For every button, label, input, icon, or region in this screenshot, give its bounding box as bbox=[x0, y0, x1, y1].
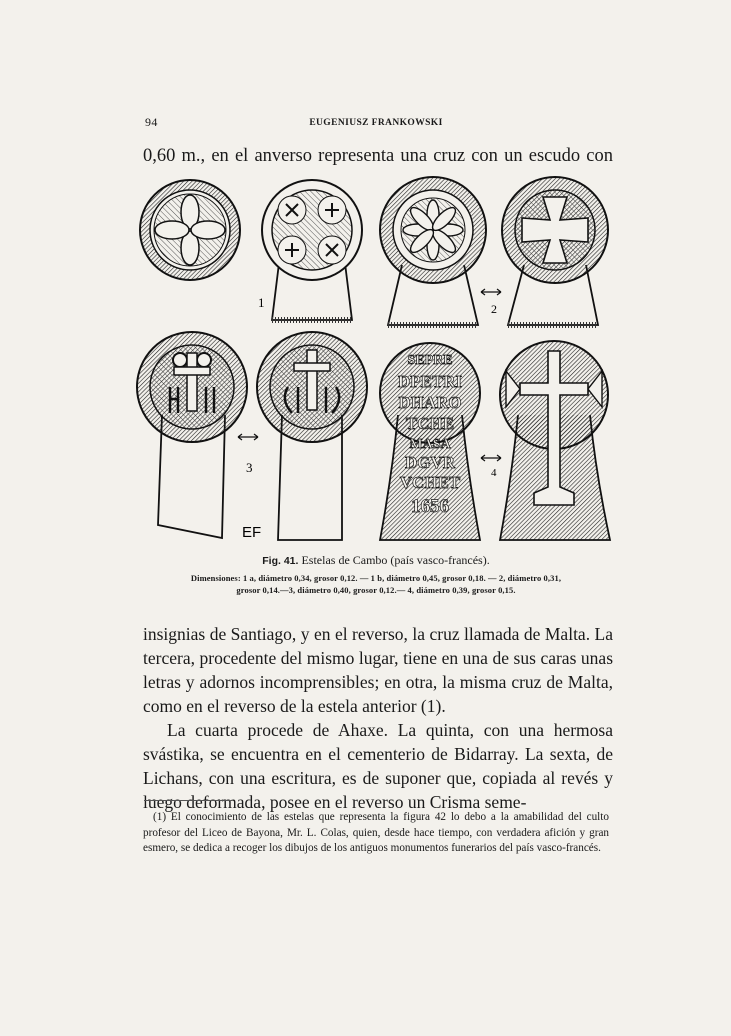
stela-1b bbox=[262, 180, 362, 320]
stelae-illustration bbox=[130, 175, 620, 547]
double-arrow-icon bbox=[481, 455, 501, 461]
figure-caption bbox=[143, 553, 609, 568]
figure-label: Fig. 41. bbox=[262, 555, 299, 567]
stela-1a bbox=[140, 180, 240, 280]
stela-3-back bbox=[257, 332, 367, 540]
stela-2-back bbox=[502, 177, 608, 325]
footnote-text: (1) El conocimiento de las estelas que representa la figura 42 lo debo a la amabilidad del culto profesor del Liceo de Bayona, Mr. L. Colas, quien, desde hace tiempo, con verdadera afición y gran esmero, se dedica a recoger los dibujos de los antiguos monumentos funerarios del país vasco-francés. bbox=[143, 811, 609, 854]
inscription-line: MASA bbox=[409, 437, 451, 452]
double-arrow-icon bbox=[238, 434, 258, 440]
figure-number-2: 2 bbox=[491, 302, 497, 316]
paragraph: La cuarta procede de Ahaxe. La quinta, con una hermosa svástika, se encuentra en el cementerio de Bidarray. La sexta, de Lichans, con una escritura, es de suponer que, copiada al revés y luego deformada, posee en el reverso un Crisma seme- bbox=[143, 720, 613, 812]
figure-number-1: 1 bbox=[258, 295, 265, 310]
stela-2-front bbox=[380, 177, 486, 325]
footnote-rule bbox=[144, 800, 230, 801]
running-head: EUGENIUSZ FRANKOWSKI bbox=[309, 118, 443, 128]
stela-3-front bbox=[137, 332, 247, 538]
figure-number-3: 3 bbox=[246, 460, 253, 475]
monogram-ef: EF bbox=[242, 524, 262, 541]
stela-4-back bbox=[500, 341, 610, 540]
figure-number-4: 4 bbox=[491, 467, 497, 479]
figure-dimensions bbox=[143, 572, 609, 596]
page-number: 94 bbox=[145, 115, 158, 129]
dimensions-line: Dimensiones: 1 a, diámetro 0,34, grosor 0,12. — 1 b, diámetro 0,45, grosor 0,18. — 2, diámetro 0,31, bbox=[190, 573, 562, 583]
double-arrow-icon bbox=[481, 289, 501, 295]
footnote bbox=[143, 810, 609, 857]
paragraph: insignias de Santiago, y en el reverso, la cruz llamada de Malta. La tercera, procedente del mismo lugar, tiene en una de sus caras unas letras y adornos incomprensibles; en otra, la misma cruz de Malta, como en el reverso de la estela anterior (1). bbox=[143, 624, 613, 716]
figure-41 bbox=[130, 175, 620, 547]
inscription-line: VCHET bbox=[399, 473, 461, 492]
inscription-line: 1656 bbox=[411, 496, 449, 517]
page-header bbox=[143, 115, 609, 133]
dimensions-line: grosor 0,14.—3, diámetro 0,40, grosor 0,12.— 4, diámetro 0,39, grosor 0,15. bbox=[236, 585, 516, 595]
inscription-line: DGVR bbox=[404, 453, 456, 472]
figure-caption-text: Estelas de Cambo (país vasco-francés). bbox=[301, 553, 490, 567]
inscription-line: SEPRE bbox=[407, 353, 453, 368]
stela-4-front bbox=[380, 343, 480, 540]
inscription-line: TCHE bbox=[405, 414, 455, 433]
inscription-line: DPETRI bbox=[397, 372, 463, 391]
body-text bbox=[143, 622, 613, 814]
inscription-line: DHARO bbox=[398, 393, 462, 412]
lead-text-line: 0,60 m., en el anverso representa una cruz con un escudo con bbox=[143, 146, 613, 166]
